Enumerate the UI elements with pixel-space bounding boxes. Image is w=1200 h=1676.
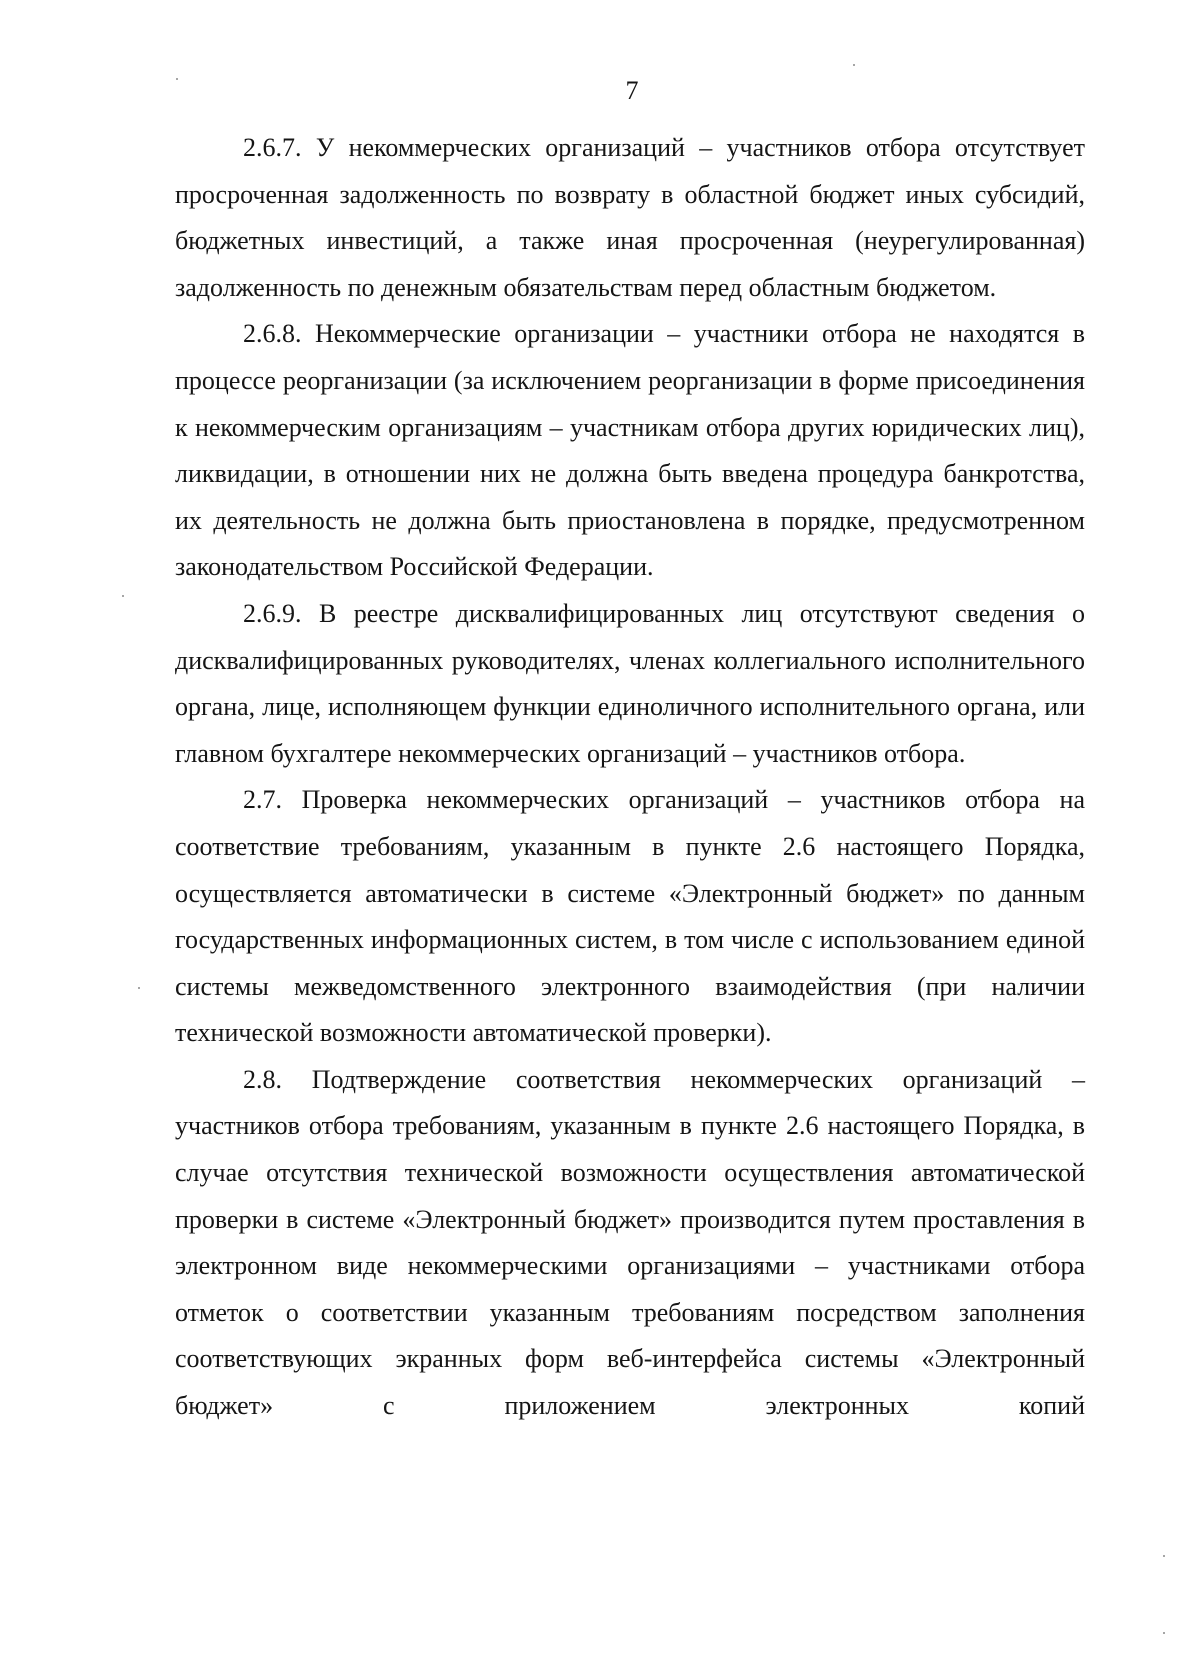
paragraph-2-6-7: 2.6.7. У некоммерческих организаций – участников отбора отсутствует просроченная задолженность по возврату в областной бюджет иных субсидий, бюджетных инвестиций, а также иная просроченная (неурегулированная) задолженность по денежным обязательствам перед областным бюджетом.	[175, 133, 1085, 302]
scan-speck	[853, 64, 855, 66]
paragraph-2-6-8: 2.6.8. Некоммерческие организации – участники отбора не находятся в процессе реорганизации (за исключением реорганизации в форме присоединения к некоммерческим организациям – участникам отбора других юридических лиц), ликвидации, в отношении них не должна быть введена процедура банкротства, их деятельность не должна быть приостановлена в порядке, предусмотренном законодательством Российской Федерации.	[175, 319, 1085, 582]
paragraph-2-6-9: 2.6.9. В реестре дисквалифицированных лиц отсутствуют сведения о дисквалифицированных руководителях, членах коллегиального исполнительного органа, лице, исполняющем функции единоличного исполнительного органа, или главном бухгалтере некоммерческих организаций – участников отбора.	[175, 598, 1085, 768]
document-body	[175, 125, 1085, 1430]
scan-speck	[1163, 1632, 1165, 1634]
scan-speck	[138, 987, 140, 989]
paragraph-2-8: 2.8. Подтверждение соответствия некоммерческих организаций – участников отбора требованиям, указанным в пункте 2.6 настоящего Порядка, в случае отсутствия технической возможности осуществления автоматической проверки в системе «Электронный бюджет» производится путем проставления в электронном виде некоммерческими организациями – участниками отбора отметок о соответствии указанным требованиям посредством заполнения соответствующих экранных форм веб-интерфейса системы «Электронный бюджет» с приложением электронных копий	[175, 1064, 1085, 1421]
paragraph-2-7: 2.7. Проверка некоммерческих организаций – участников отбора на соответствие требованиям, указанным в пункте 2.6 настоящего Порядка, осуществляется автоматически в системе «Электронный бюджет» по данным государственных информационных систем, в том числе с использованием единой системы межведомственного электронного взаимодействия (при наличии технической возможности автоматической проверки).	[175, 785, 1085, 1048]
scan-speck	[122, 595, 124, 597]
scan-speck	[176, 78, 178, 80]
page-number: 7	[625, 76, 639, 105]
scan-speck	[1163, 1555, 1165, 1557]
